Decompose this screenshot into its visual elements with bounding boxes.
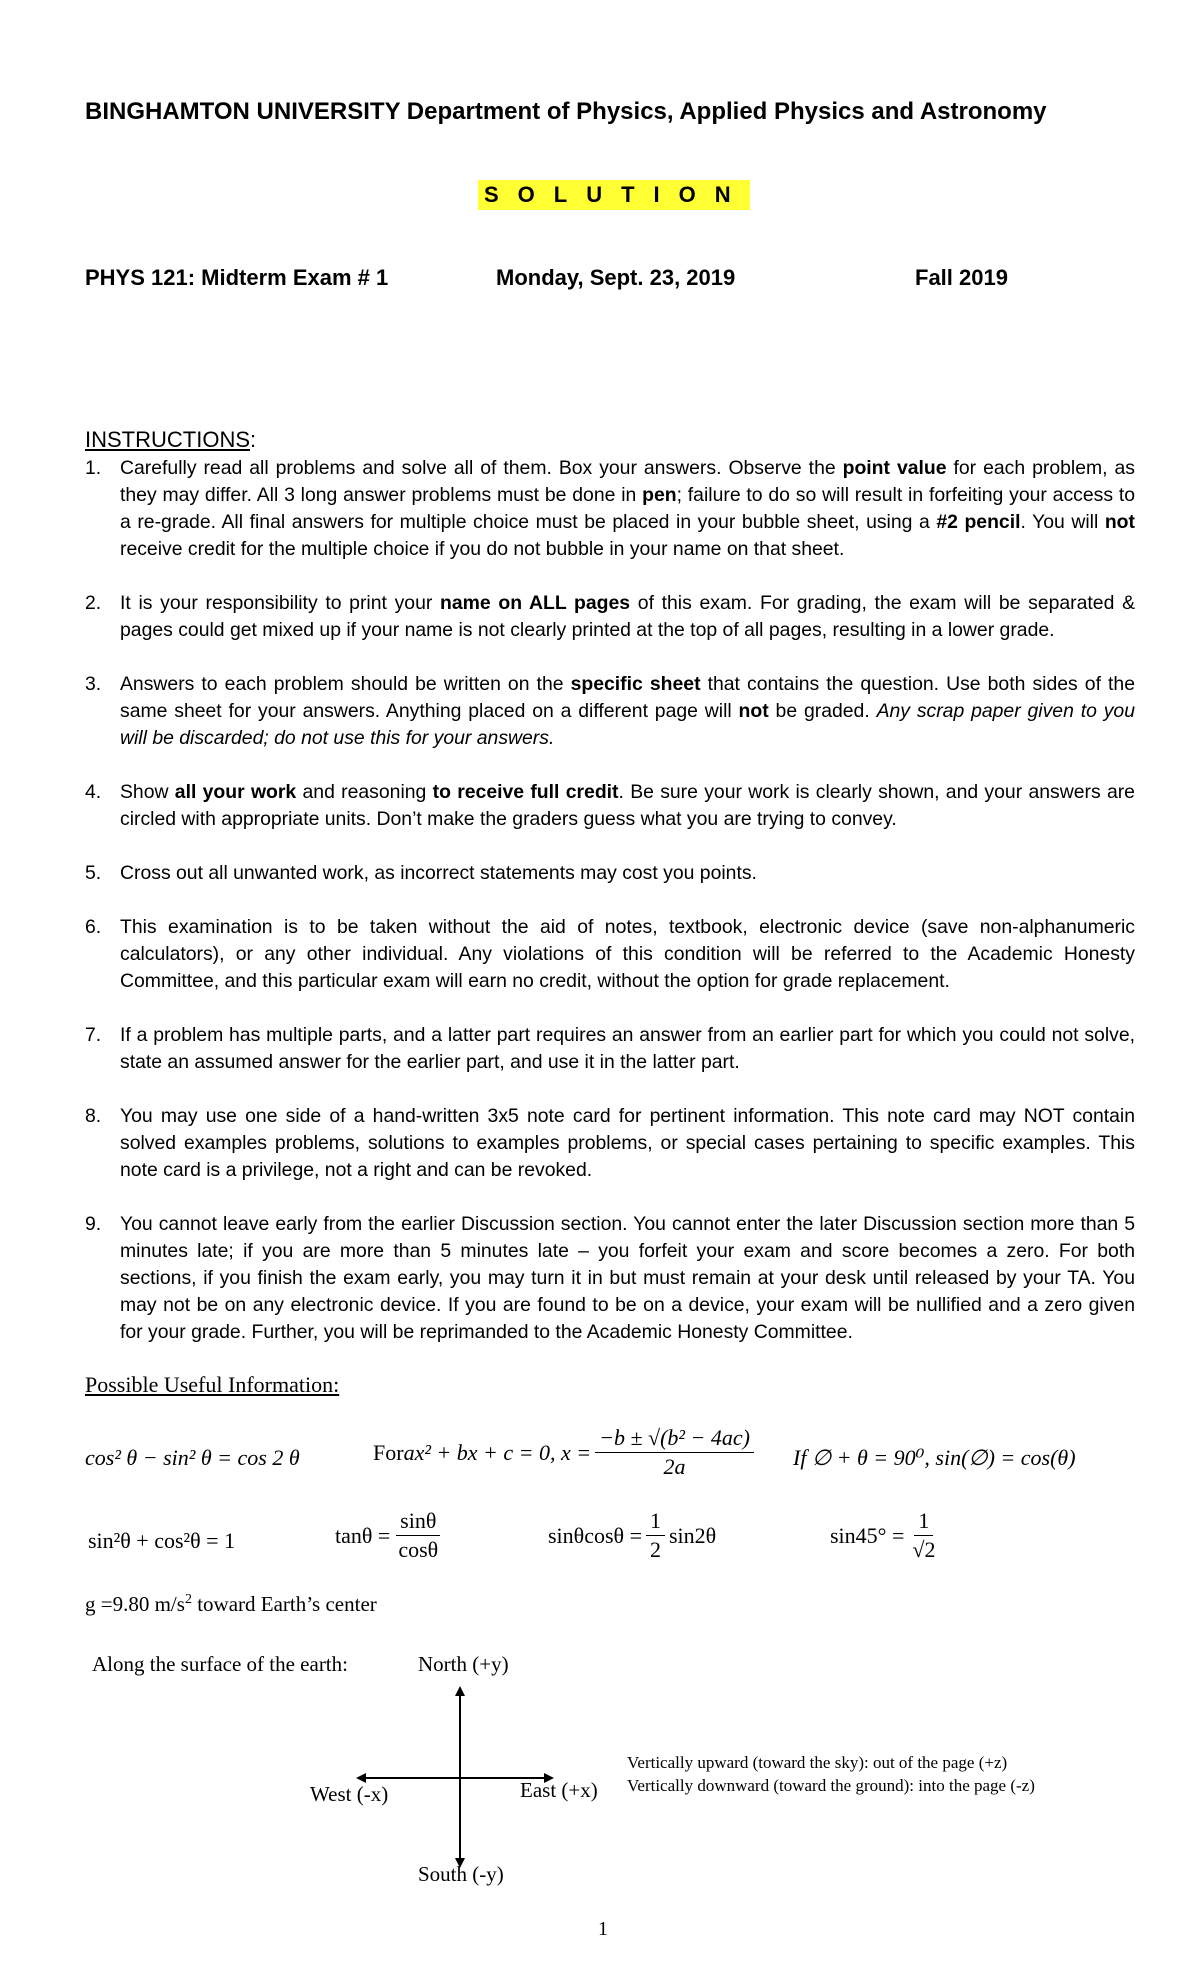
university-header: BINGHAMTON UNIVERSITY Department of Physics, Applied Physics and Astronomy — [85, 98, 1047, 125]
instruction-text: You may use one side of a hand-written 3x5 note card for pertinent information. This note card may NOT contain solved examples problems, solutions to examples problems, or special cases pertaining to specific examples. This note card is a privilege, not a right and can be revoked. — [120, 1105, 1135, 1181]
gravity-exponent: 2 — [184, 1592, 192, 1607]
instruction-text: Show all your work and reasoning to receive full credit. Be sure your work is clearly shown, and your answers are circled with appropriate units. Don’t make the graders guess what you are trying to convey. — [120, 781, 1135, 830]
instruction-number: 1. — [85, 457, 102, 479]
exam-term: Fall 2019 — [915, 265, 1008, 290]
instructions-title: INSTRUCTIONS — [85, 427, 250, 452]
tangent-denominator: cosθ — [398, 1537, 439, 1562]
formula-complementary-angle: If ∅ + θ = 90⁰, sin(∅) = cos(θ) — [793, 1445, 1076, 1470]
sincos-rhs: sin2θ — [668, 1522, 717, 1548]
quadratic-prefix: For — [373, 1439, 404, 1465]
exam-date: Monday, Sept. 23, 2019 — [496, 265, 736, 290]
tangent-fraction — [394, 1507, 442, 1564]
east-label: East (+x) — [520, 1778, 598, 1802]
instruction-number: 8. — [85, 1105, 102, 1127]
compass-intro: Along the surface of the earth: — [92, 1652, 348, 1676]
quadratic-fraction — [595, 1424, 754, 1481]
useful-info-title: Possible Useful Information — [85, 1372, 334, 1397]
instruction-item — [85, 1022, 1135, 1076]
page-number: 1 — [598, 1918, 608, 1940]
sincos-fraction — [646, 1507, 665, 1564]
formula-sin-cos-product — [548, 1507, 716, 1564]
instruction-text: If a problem has multiple parts, and a latter part requires an answer from an earlier part for which you could not solve, state an assumed answer for the earlier part, and use it in the latter part. — [120, 1024, 1135, 1073]
south-label: South (-y) — [418, 1862, 504, 1886]
useful-info-colon: : — [333, 1372, 340, 1397]
instruction-text: Carefully read all problems and solve all of them. Box your answers. Observe the point value for each problem, as they may differ. All 3 long answer problems must be done in pen; failure to do so will result in forfeiting your access to a re-grade. All final answers for multiple choice must be placed in your bubble sheet, using a #2 pencil. You will not receive credit for the multiple choice if you do not bubble in your name on that sheet. — [120, 457, 1135, 560]
tangent-numerator: sinθ — [396, 1507, 440, 1536]
gravity-suffix: toward Earth’s center — [191, 1592, 377, 1616]
formula-sin45 — [830, 1507, 943, 1564]
sincos-numerator: 1 — [646, 1507, 665, 1536]
instruction-number: 7. — [85, 1024, 102, 1046]
vertical-up-note: Vertically upward (toward the sky): out of the page (+z) — [627, 1753, 1008, 1772]
instruction-number: 2. — [85, 592, 102, 614]
instructions-list — [85, 455, 1135, 1373]
instruction-text: Cross out all unwanted work, as incorrect statements may cost you points. — [120, 862, 757, 884]
north-label: North (+y) — [418, 1652, 509, 1676]
instruction-number: 3. — [85, 673, 102, 695]
gravity-prefix: g =9.80 m/s — [85, 1592, 185, 1616]
formula-double-angle: cos² θ − sin² θ = cos 2 θ — [85, 1445, 300, 1470]
instruction-number: 4. — [85, 781, 102, 803]
instruction-number: 9. — [85, 1213, 102, 1235]
instructions-heading — [85, 427, 256, 453]
formula-tangent — [335, 1507, 446, 1564]
tangent-lhs: tanθ = — [335, 1522, 391, 1548]
sincos-lhs: sinθcosθ = — [548, 1522, 642, 1548]
instruction-item — [85, 590, 1135, 644]
instruction-number: 5. — [85, 862, 102, 884]
instruction-item — [85, 779, 1135, 833]
sin45-fraction — [908, 1507, 939, 1564]
quadratic-equation: ax² + bx + c = 0, x = — [403, 1439, 592, 1465]
sin45-denominator: √2 — [912, 1537, 936, 1562]
instruction-item — [85, 1103, 1135, 1184]
west-label: West (-x) — [310, 1782, 389, 1806]
course-title: PHYS 121: Midterm Exam # 1 — [85, 265, 389, 290]
instructions-colon: : — [250, 427, 257, 452]
instruction-item — [85, 671, 1135, 752]
useful-info-heading — [85, 1372, 339, 1398]
instruction-text: You cannot leave early from the earlier Discussion section. You cannot enter the later Discussion section more than 5 minutes late; if you are more than 5 minutes late – you forfeit your exam and score becomes a zero. For both sections, if you finish the exam early, you may turn it in but must remain at your desk until released by your TA. You may not be on any electronic device. If you are found to be on a device, your exam will be nullified and a zero given for your grade. Further, you will be reprimanded to the Academic Honesty Committee. — [120, 1213, 1135, 1343]
quadratic-numerator: −b ± √(b² − 4ac) — [595, 1424, 754, 1453]
instruction-item — [85, 1211, 1135, 1346]
sincos-denominator: 2 — [649, 1537, 661, 1562]
formula-pythagorean: sin²θ + cos²θ = 1 — [88, 1528, 236, 1553]
gravity-constant — [85, 1592, 377, 1617]
solution-banner: SOLUTION — [478, 180, 750, 210]
instruction-item — [85, 455, 1135, 563]
instruction-text: Answers to each problem should be written on the specific sheet that contains the question. Use both sides of the same sheet for your answers. Anything placed on a different page will not be graded. Any scrap paper given to you will be discarded; do not use this for your answers. — [120, 673, 1135, 749]
quadratic-denominator: 2a — [663, 1454, 686, 1479]
instruction-text: This examination is to be taken without the aid of notes, textbook, electronic device (save non-alphanumeric calculators), or any other individual. Any violations of this condition will be referred to the Academic Honesty Committee, and this particular exam will earn no credit, without the option for grade replacement. — [120, 916, 1135, 992]
vertical-down-note: Vertically downward (toward the ground): into the page (-z) — [627, 1776, 1035, 1795]
formula-quadratic — [373, 1424, 758, 1481]
sin45-numerator: 1 — [914, 1507, 933, 1536]
sin45-lhs: sin45° = — [830, 1522, 905, 1548]
instruction-item — [85, 914, 1135, 995]
instruction-text: It is your responsibility to print your name on ALL pages of this exam. For grading, the exam will be separated & pages could get mixed up if your name is not clearly printed at the top of all pages, resulting in a lower grade. — [120, 592, 1135, 641]
instruction-item — [85, 860, 1135, 887]
instruction-number: 6. — [85, 916, 102, 938]
